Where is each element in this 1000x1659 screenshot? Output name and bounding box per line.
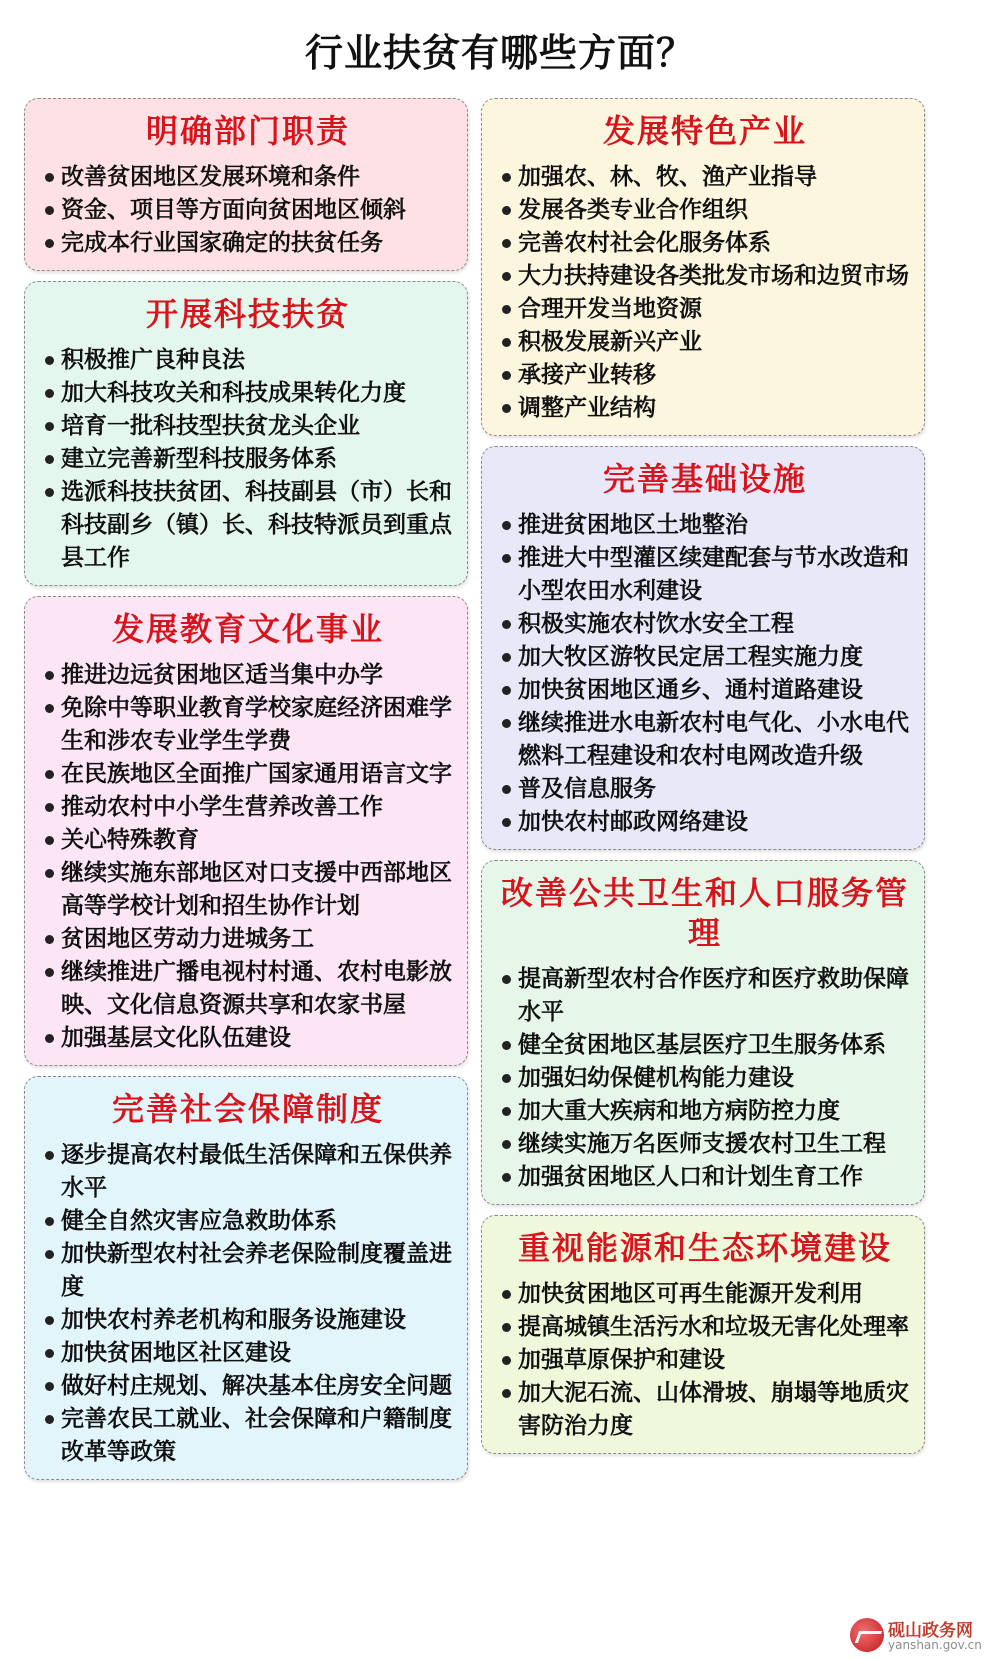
list-item: 培育一批科技型扶贫龙头企业 (43, 410, 453, 443)
list-item: 积极发展新兴产业 (500, 326, 910, 359)
section-list (500, 161, 910, 425)
list-item: 选派科技扶贫团、科技副县（市）长和科技副乡（镇）长、科技特派员到重点县工作 (43, 476, 453, 575)
list-item: 继续实施东部地区对口支援中西部地区高等学校计划和招生协作计划 (43, 857, 453, 923)
list-item: 加大科技攻关和科技成果转化力度 (43, 377, 453, 410)
list-item: 完善农村社会化服务体系 (500, 227, 910, 260)
left-column (24, 98, 468, 1490)
list-item: 加强农、林、牧、渔产业指导 (500, 161, 910, 194)
list-item: 加大重大疾病和地方病防控力度 (500, 1095, 910, 1128)
section-infrastructure (481, 446, 925, 850)
list-item: 资金、项目等方面向贫困地区倾斜 (43, 194, 453, 227)
section-list (43, 344, 453, 575)
list-item: 加强贫困地区人口和计划生育工作 (500, 1161, 910, 1194)
section-health (481, 860, 925, 1205)
list-item: 积极实施农村饮水安全工程 (500, 608, 910, 641)
list-item: 调整产业结构 (500, 392, 910, 425)
list-item: 关心特殊教育 (43, 824, 453, 857)
section-list (500, 509, 910, 839)
list-item: 免除中等职业教育学校家庭经济困难学生和涉农专业学生学费 (43, 692, 453, 758)
section-list (43, 659, 453, 1055)
list-item: 改善贫困地区发展环境和条件 (43, 161, 453, 194)
list-item: 发展各类专业合作组织 (500, 194, 910, 227)
list-item: 推进贫困地区土地整治 (500, 509, 910, 542)
section-heading: 明确部门职责 (145, 112, 350, 150)
list-item: 加快农村养老机构和服务设施建设 (43, 1304, 453, 1337)
list-item: 加强妇幼保健机构能力建设 (500, 1062, 910, 1095)
list-item: 合理开发当地资源 (500, 293, 910, 326)
section-list (43, 161, 453, 260)
list-item: 加快新型农村社会养老保险制度覆盖进度 (43, 1238, 453, 1304)
section-list (43, 1139, 453, 1469)
list-item: 加强基层文化队伍建设 (43, 1022, 453, 1055)
list-item: 推动农村中小学生营养改善工作 (43, 791, 453, 824)
section-energy (481, 1215, 925, 1454)
site-watermark[interactable] (850, 1616, 990, 1654)
section-responsibilities (24, 98, 468, 271)
site-url: yanshan.gov.cn (888, 1638, 982, 1652)
list-item: 建立完善新型科技服务体系 (43, 443, 453, 476)
site-logo-icon (850, 1618, 884, 1652)
page-title: 行业扶贫有哪些方面？ (304, 30, 695, 75)
list-item: 加快贫困地区社区建设 (43, 1337, 453, 1370)
section-heading: 重视能源和生态环境建设 (517, 1229, 892, 1267)
section-education (24, 596, 468, 1066)
list-item: 普及信息服务 (500, 773, 910, 806)
section-heading: 改善公共卫生和人口服务管理 (500, 874, 909, 952)
list-item: 提高新型农村合作医疗和医疗救助保障水平 (500, 963, 910, 1029)
section-heading: 发展特色产业 (602, 112, 807, 150)
section-social (24, 1076, 468, 1480)
list-item: 承接产业转移 (500, 359, 910, 392)
section-industry (481, 98, 925, 436)
list-item: 加快贫困地区可再生能源开发利用 (500, 1278, 910, 1311)
right-column (481, 98, 925, 1464)
list-item: 健全自然灾害应急救助体系 (43, 1205, 453, 1238)
site-name: 砚山政务网 (888, 1621, 973, 1641)
list-item: 推进大中型灌区续建配套与节水改造和小型农田水利建设 (500, 542, 910, 608)
list-item: 完善农民工就业、社会保障和户籍制度改革等政策 (43, 1403, 453, 1469)
list-item: 大力扶持建设各类批发市场和边贸市场 (500, 260, 910, 293)
list-item: 加快贫困地区通乡、通村道路建设 (500, 674, 910, 707)
list-item: 推进边远贫困地区适当集中办学 (43, 659, 453, 692)
list-item: 加大牧区游牧民定居工程实施力度 (500, 641, 910, 674)
list-item: 贫困地区劳动力进城务工 (43, 923, 453, 956)
section-list (500, 1278, 910, 1443)
list-item: 提高城镇生活污水和垃圾无害化处理率 (500, 1311, 910, 1344)
list-item: 完成本行业国家确定的扶贫任务 (43, 227, 453, 260)
section-heading: 发展教育文化事业 (111, 610, 384, 648)
list-item: 逐步提高农村最低生活保障和五保供养水平 (43, 1139, 453, 1205)
section-list (500, 963, 910, 1194)
list-item: 做好村庄规划、解决基本住房安全问题 (43, 1370, 453, 1403)
list-item: 健全贫困地区基层医疗卫生服务体系 (500, 1029, 910, 1062)
section-heading: 完善基础设施 (602, 460, 807, 498)
list-item: 继续实施万名医师支援农村卫生工程 (500, 1128, 910, 1161)
section-heading: 完善社会保障制度 (111, 1090, 384, 1128)
list-item: 加强草原保护和建设 (500, 1344, 910, 1377)
section-heading: 开展科技扶贫 (145, 295, 350, 333)
list-item: 积极推广良种良法 (43, 344, 453, 377)
list-item: 加快农村邮政网络建设 (500, 806, 910, 839)
list-item: 加大泥石流、山体滑坡、崩塌等地质灾害防治力度 (500, 1377, 910, 1443)
section-tech (24, 281, 468, 586)
list-item: 在民族地区全面推广国家通用语言文字 (43, 758, 453, 791)
list-item: 继续推进广播电视村村通、农村电影放映、文化信息资源共享和农家书屋 (43, 956, 453, 1022)
list-item: 继续推进水电新农村电气化、小水电代燃料工程建设和农村电网改造升级 (500, 707, 910, 773)
